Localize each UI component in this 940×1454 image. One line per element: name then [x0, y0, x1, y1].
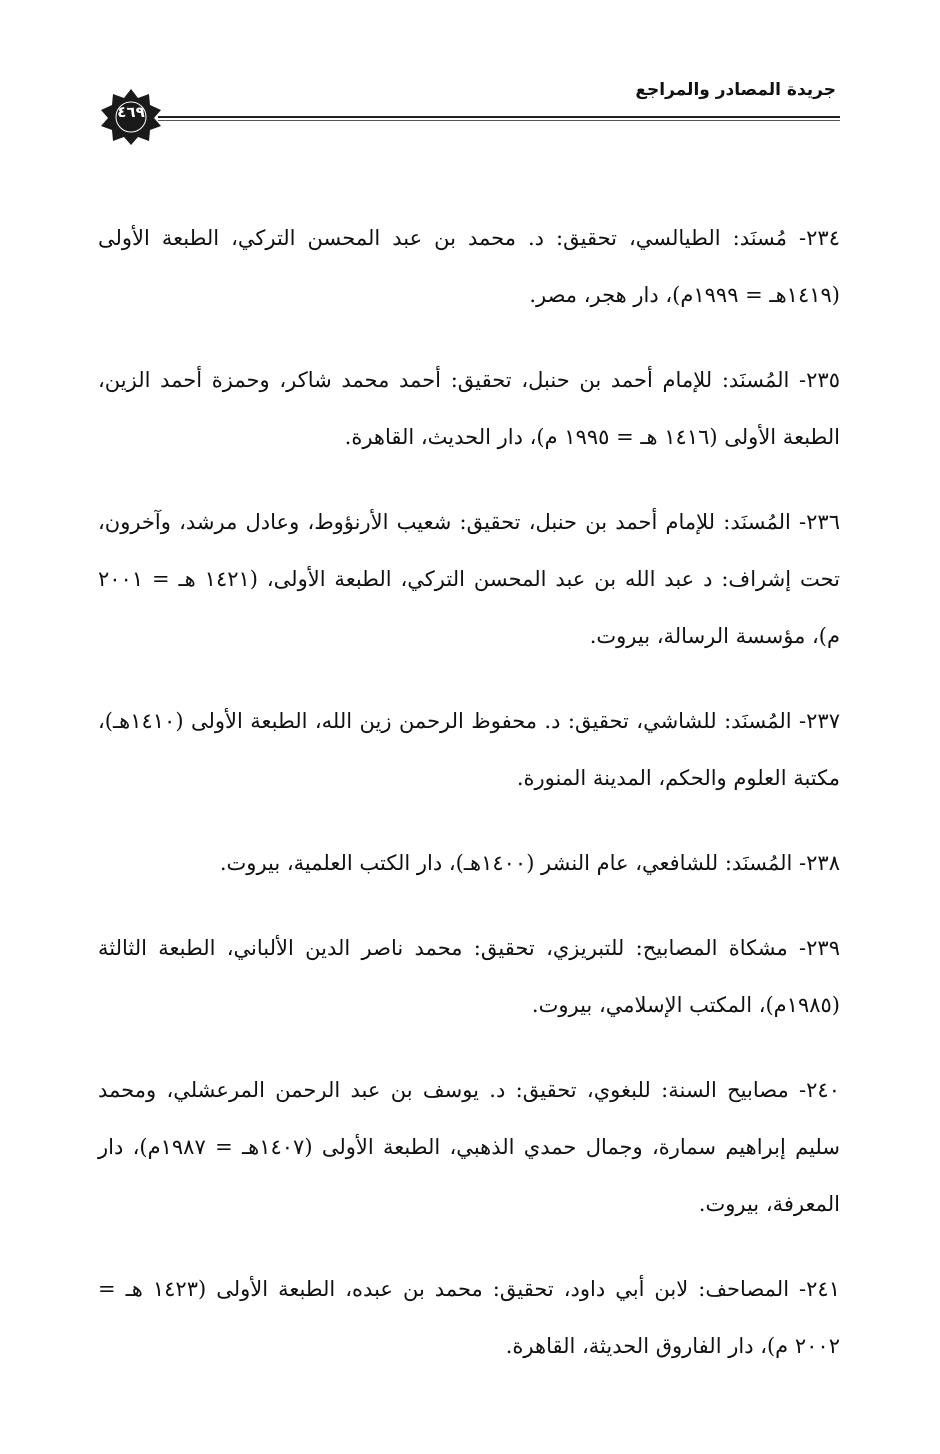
reference-number: ٢٣٨ — [806, 851, 840, 875]
reference-text: - المصاحف: لابن أبي داود، تحقيق: محمد بن عبده، الطبعة الأولى (١٤٢٣ هـ = ٢٠٠٢ م)، دار الفاروق الحديثة، القاهرة. — [98, 1277, 840, 1358]
reference-text: - مشكاة المصابيح: للتبريزي، تحقيق: محمد ناصر الدين الألباني، الطبعة الثالثة (١٩٨٥م)، المكتب الإسلامي، بيروت. — [98, 936, 840, 1017]
header-rule — [158, 116, 840, 121]
page-number-badge — [100, 88, 162, 146]
reference-number: ٢٣٩ — [806, 936, 840, 960]
reference-text: - مُسنَد: الطيالسي، تحقيق: د. محمد بن عبد المحسن التركي، الطبعة الأولى (١٤١٩هـ = ١٩٩٩م)، دار هجر، مصر. — [98, 226, 840, 307]
reference-entry — [98, 352, 840, 466]
reference-entry — [98, 1062, 840, 1233]
reference-entry — [98, 835, 840, 892]
reference-entry — [98, 1261, 840, 1375]
reference-entry — [98, 210, 840, 324]
reference-number: ٢٣٤ — [806, 226, 840, 250]
reference-text: - المُسنَد: للإمام أحمد بن حنبل، تحقيق: أحمد محمد شاكر، وحمزة أحمد الزين، الطبعة الأولى (١٤١٦ هـ = ١٩٩٥ م)، دار الحديث، القاهرة. — [98, 368, 840, 449]
reference-number: ٢٣٥ — [806, 368, 840, 392]
reference-entry — [98, 693, 840, 807]
reference-number: ٢٤٠ — [806, 1078, 840, 1102]
reference-entry — [98, 494, 840, 665]
references-list — [98, 210, 840, 1403]
running-title: جريدة المصادر والمراجع — [635, 80, 836, 100]
page-header — [100, 78, 840, 128]
reference-number: ٢٣٧ — [806, 709, 840, 733]
reference-text: - المُسنَد: للشافعي، عام النشر (١٤٠٠هـ)، دار الكتب العلمية، بيروت. — [219, 851, 807, 875]
reference-text: - المُسنَد: للإمام أحمد بن حنبل، تحقيق: شعيب الأرنؤوط، وعادل مرشد، وآخرون، تحت إشراف: د عبد الله بن عبد المحسن التركي، الطبعة الأولى، (١٤٢١ هـ = ٢٠٠١ م)، مؤسسة الرسالة، بيروت. — [98, 510, 840, 648]
page-number: ٤٦٩ — [117, 103, 145, 121]
reference-text: - المُسنَد: للشاشي، تحقيق: د. محفوظ الرحمن زين الله، الطبعة الأولى (١٤١٠هـ)، مكتبة العلوم والحكم، المدينة المنورة. — [98, 709, 840, 790]
reference-number: ٢٤١ — [806, 1277, 840, 1301]
reference-entry — [98, 920, 840, 1034]
reference-number: ٢٣٦ — [806, 510, 840, 534]
reference-text: - مصابيح السنة: للبغوي، تحقيق: د. يوسف بن عبد الرحمن المرعشلي، ومحمد سليم إبراهيم سمارة، وجمال حمدي الذهبي، الطبعة الأولى (١٤٠٧هـ = ١٩٨٧م)، دار المعرفة، بيروت. — [98, 1078, 840, 1216]
